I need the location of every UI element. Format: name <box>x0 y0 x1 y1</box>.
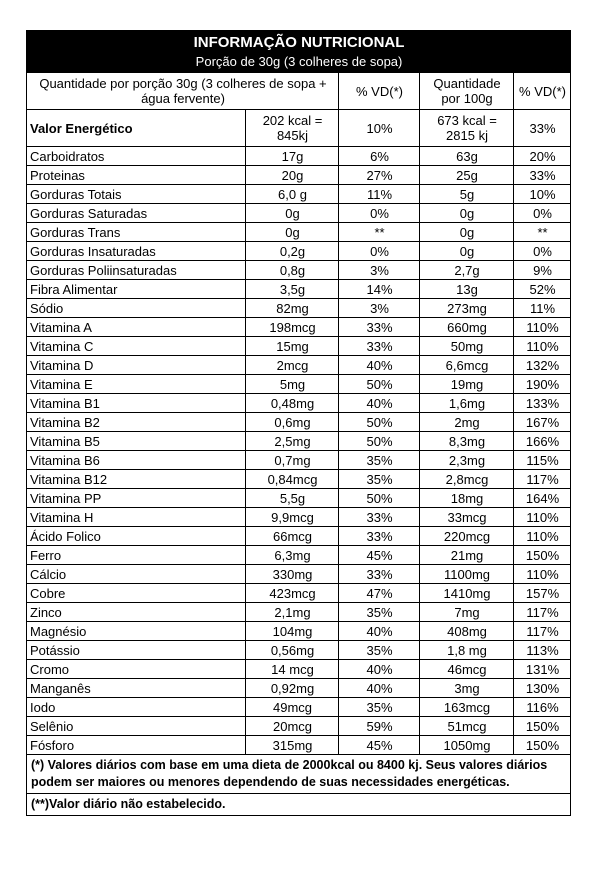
table-row <box>27 717 571 736</box>
nutrient-per-100g: 33mcg <box>420 508 514 527</box>
table-row <box>27 299 571 318</box>
nutrient-name: Vitamina D <box>27 356 246 375</box>
table-row <box>27 204 571 223</box>
table-row <box>27 679 571 698</box>
nutrient-name: Gorduras Poliinsaturadas <box>27 261 246 280</box>
table-row <box>27 489 571 508</box>
column-header-vd-portion: % VD(*) <box>339 73 420 110</box>
nutrient-portion: 0,7mg <box>246 451 339 470</box>
table-row <box>27 432 571 451</box>
nutrient-name: Vitamina E <box>27 375 246 394</box>
nutrient-portion: 3,5g <box>246 280 339 299</box>
nutrient-name: Potássio <box>27 641 246 660</box>
nutrient-name: Vitamina B1 <box>27 394 246 413</box>
nutrient-vd-portion: 35% <box>339 451 420 470</box>
nutrient-portion: 2,1mg <box>246 603 339 622</box>
nutrient-portion: 14 mcg <box>246 660 339 679</box>
nutrient-vd-portion: 45% <box>339 546 420 565</box>
nutrition-table <box>26 30 571 816</box>
nutrient-vd-100g: 150% <box>514 736 571 755</box>
nutrient-per-100g: 1,6mg <box>420 394 514 413</box>
nutrient-name: Carboidratos <box>27 147 246 166</box>
table-row <box>27 660 571 679</box>
nutrient-name: Iodo <box>27 698 246 717</box>
nutrient-portion: 0,56mg <box>246 641 339 660</box>
nutrient-per-100g: 273mg <box>420 299 514 318</box>
footnote-daily-values: (*) Valores diários com base em uma dieta de 2000kcal ou 8400 kj. Seus valores diários podem ser maiores ou menores dependendo de suas necessidades energéticas. <box>27 755 571 794</box>
nutrient-name: Zinco <box>27 603 246 622</box>
nutrient-portion: 330mg <box>246 565 339 584</box>
nutrient-vd-100g: 110% <box>514 565 571 584</box>
nutrient-vd-100g: 115% <box>514 451 571 470</box>
nutrient-vd-portion: 40% <box>339 679 420 698</box>
nutrient-portion: 20mcg <box>246 717 339 736</box>
nutrient-portion: 0g <box>246 223 339 242</box>
table-row <box>27 565 571 584</box>
nutrient-portion: 9,9mcg <box>246 508 339 527</box>
nutrient-vd-100g: 33% <box>514 166 571 185</box>
nutrient-vd-portion: 0% <box>339 242 420 261</box>
table-row <box>27 223 571 242</box>
nutrient-vd-100g: 167% <box>514 413 571 432</box>
nutrient-per-100g: 7mg <box>420 603 514 622</box>
nutrient-portion: 49mcg <box>246 698 339 717</box>
table-row <box>27 356 571 375</box>
nutrient-name: Magnésio <box>27 622 246 641</box>
nutrient-portion: 66mcg <box>246 527 339 546</box>
nutrient-portion: 0,92mg <box>246 679 339 698</box>
nutrient-name: Ácido Folico <box>27 527 246 546</box>
nutrient-name: Cálcio <box>27 565 246 584</box>
nutrient-per-100g: 5g <box>420 185 514 204</box>
table-row <box>27 280 571 299</box>
nutrient-per-100g: 21mg <box>420 546 514 565</box>
nutrient-vd-100g: 150% <box>514 546 571 565</box>
nutrient-per-100g: 2mg <box>420 413 514 432</box>
nutrient-name: Vitamina A <box>27 318 246 337</box>
nutrient-vd-100g: 110% <box>514 527 571 546</box>
nutrient-name: Gorduras Saturadas <box>27 204 246 223</box>
nutrient-vd-portion: 35% <box>339 641 420 660</box>
nutrient-vd-portion: 47% <box>339 584 420 603</box>
nutrient-portion: 0,84mcg <box>246 470 339 489</box>
nutrient-vd-portion: 33% <box>339 527 420 546</box>
nutrient-per-100g: 2,3mg <box>420 451 514 470</box>
energy-vd-portion: 10% <box>339 110 420 147</box>
nutrient-portion: 0g <box>246 204 339 223</box>
nutrient-name: Cobre <box>27 584 246 603</box>
nutrient-vd-100g: 20% <box>514 147 571 166</box>
nutrient-vd-portion: 40% <box>339 622 420 641</box>
nutrient-name: Ferro <box>27 546 246 565</box>
nutrient-portion: 6,3mg <box>246 546 339 565</box>
nutrient-per-100g: 0g <box>420 242 514 261</box>
nutrient-vd-100g: 0% <box>514 242 571 261</box>
nutrient-name: Sódio <box>27 299 246 318</box>
nutrient-vd-portion: 35% <box>339 470 420 489</box>
nutrient-per-100g: 2,8mcg <box>420 470 514 489</box>
nutrient-vd-portion: 40% <box>339 356 420 375</box>
nutrient-vd-100g: 133% <box>514 394 571 413</box>
table-title: INFORMAÇÃO NUTRICIONAL <box>27 31 571 54</box>
nutrient-vd-100g: 131% <box>514 660 571 679</box>
nutrient-vd-portion: 50% <box>339 413 420 432</box>
nutrient-per-100g: 18mg <box>420 489 514 508</box>
nutrient-per-100g: 1,8 mg <box>420 641 514 660</box>
nutrient-vd-portion: 59% <box>339 717 420 736</box>
nutrient-portion: 20g <box>246 166 339 185</box>
energy-portion: 202 kcal = 845kj <box>246 110 339 147</box>
nutrient-vd-100g: 110% <box>514 318 571 337</box>
table-row <box>27 413 571 432</box>
table-row <box>27 603 571 622</box>
nutrient-name: Gorduras Insaturadas <box>27 242 246 261</box>
nutrient-per-100g: 1050mg <box>420 736 514 755</box>
nutrient-vd-100g: 10% <box>514 185 571 204</box>
nutrient-per-100g: 50mg <box>420 337 514 356</box>
nutrient-vd-100g: 117% <box>514 603 571 622</box>
table-row <box>27 546 571 565</box>
nutrient-portion: 104mg <box>246 622 339 641</box>
nutrient-name: Vitamina B2 <box>27 413 246 432</box>
nutrient-portion: 0,2g <box>246 242 339 261</box>
nutrient-name: Vitamina H <box>27 508 246 527</box>
nutrient-per-100g: 2,7g <box>420 261 514 280</box>
nutrient-vd-100g: 190% <box>514 375 571 394</box>
nutrient-per-100g: 408mg <box>420 622 514 641</box>
column-header-vd-100g: % VD(*) <box>514 73 571 110</box>
nutrient-vd-portion: 3% <box>339 299 420 318</box>
table-row <box>27 451 571 470</box>
nutrient-vd-portion: 0% <box>339 204 420 223</box>
energy-vd-100g: 33% <box>514 110 571 147</box>
table-row <box>27 508 571 527</box>
nutrient-name: Selênio <box>27 717 246 736</box>
nutrient-vd-100g: 110% <box>514 508 571 527</box>
nutrient-vd-portion: 3% <box>339 261 420 280</box>
nutrient-vd-portion: 33% <box>339 508 420 527</box>
column-header-per-100g: Quantidade por 100g <box>420 73 514 110</box>
nutrient-vd-portion: 40% <box>339 660 420 679</box>
table-row <box>27 261 571 280</box>
nutrient-name: Gorduras Trans <box>27 223 246 242</box>
nutrient-vd-portion: 11% <box>339 185 420 204</box>
nutrient-per-100g: 220mcg <box>420 527 514 546</box>
nutrient-portion: 423mcg <box>246 584 339 603</box>
nutrient-name: Proteinas <box>27 166 246 185</box>
nutrient-vd-100g: 130% <box>514 679 571 698</box>
nutrient-portion: 0,48mg <box>246 394 339 413</box>
nutrient-per-100g: 6,6mcg <box>420 356 514 375</box>
footnote-not-established: (**)Valor diário não estabelecido. <box>27 794 571 816</box>
nutrient-vd-portion: 50% <box>339 489 420 508</box>
nutrient-per-100g: 25g <box>420 166 514 185</box>
table-row <box>27 242 571 261</box>
nutrient-vd-portion: 6% <box>339 147 420 166</box>
nutrient-vd-portion: 33% <box>339 337 420 356</box>
nutrient-per-100g: 0g <box>420 204 514 223</box>
nutrient-name: Fibra Alimentar <box>27 280 246 299</box>
nutrient-vd-100g: 11% <box>514 299 571 318</box>
nutrient-vd-portion: 50% <box>339 432 420 451</box>
nutrient-vd-portion: 50% <box>339 375 420 394</box>
nutrient-vd-100g: 117% <box>514 622 571 641</box>
table-row <box>27 527 571 546</box>
nutrient-portion: 2mcg <box>246 356 339 375</box>
table-row <box>27 337 571 356</box>
table-row <box>27 166 571 185</box>
nutrient-vd-portion: 35% <box>339 698 420 717</box>
energy-per-100g: 673 kcal = 2815 kj <box>420 110 514 147</box>
nutrient-per-100g: 660mg <box>420 318 514 337</box>
nutrient-per-100g: 63g <box>420 147 514 166</box>
nutrient-vd-100g: ** <box>514 223 571 242</box>
nutrient-per-100g: 1100mg <box>420 565 514 584</box>
nutrient-vd-portion: 33% <box>339 318 420 337</box>
nutrient-vd-100g: 0% <box>514 204 571 223</box>
nutrient-vd-portion: 33% <box>339 565 420 584</box>
nutrient-portion: 0,6mg <box>246 413 339 432</box>
energy-label: Valor Energético <box>27 110 246 147</box>
nutrient-per-100g: 0g <box>420 223 514 242</box>
table-row <box>27 470 571 489</box>
table-row <box>27 736 571 755</box>
nutrient-name: Manganês <box>27 679 246 698</box>
nutrient-name: Cromo <box>27 660 246 679</box>
nutrient-vd-100g: 117% <box>514 470 571 489</box>
nutrient-portion: 2,5mg <box>246 432 339 451</box>
nutrient-portion: 17g <box>246 147 339 166</box>
table-subtitle: Porção de 30g (3 colheres de sopa) <box>27 53 571 73</box>
nutrient-portion: 6,0 g <box>246 185 339 204</box>
nutrient-vd-100g: 166% <box>514 432 571 451</box>
table-row <box>27 698 571 717</box>
nutrient-vd-100g: 157% <box>514 584 571 603</box>
table-row <box>27 185 571 204</box>
nutrient-portion: 198mcg <box>246 318 339 337</box>
nutrient-portion: 315mg <box>246 736 339 755</box>
energy-row <box>27 110 571 147</box>
table-row <box>27 375 571 394</box>
nutrient-per-100g: 8,3mg <box>420 432 514 451</box>
nutrient-vd-100g: 9% <box>514 261 571 280</box>
nutrient-name: Vitamina B6 <box>27 451 246 470</box>
nutrient-per-100g: 51mcg <box>420 717 514 736</box>
nutrient-portion: 5mg <box>246 375 339 394</box>
nutrient-vd-portion: 27% <box>339 166 420 185</box>
nutrient-portion: 82mg <box>246 299 339 318</box>
nutrient-vd-portion: ** <box>339 223 420 242</box>
nutrient-vd-100g: 116% <box>514 698 571 717</box>
nutrient-vd-100g: 110% <box>514 337 571 356</box>
table-row <box>27 584 571 603</box>
nutrient-per-100g: 19mg <box>420 375 514 394</box>
nutrient-vd-100g: 150% <box>514 717 571 736</box>
nutrient-vd-portion: 14% <box>339 280 420 299</box>
nutrient-vd-100g: 132% <box>514 356 571 375</box>
nutrient-portion: 5,5g <box>246 489 339 508</box>
nutrient-name: Vitamina C <box>27 337 246 356</box>
nutrient-vd-portion: 35% <box>339 603 420 622</box>
nutrient-portion: 15mg <box>246 337 339 356</box>
nutrient-vd-100g: 113% <box>514 641 571 660</box>
table-row <box>27 622 571 641</box>
nutrient-vd-portion: 40% <box>339 394 420 413</box>
nutrient-vd-100g: 52% <box>514 280 571 299</box>
nutrient-per-100g: 163mcg <box>420 698 514 717</box>
table-row <box>27 147 571 166</box>
nutrient-name: Vitamina PP <box>27 489 246 508</box>
nutrition-facts-panel <box>26 30 570 816</box>
nutrient-per-100g: 13g <box>420 280 514 299</box>
nutrient-vd-100g: 164% <box>514 489 571 508</box>
nutrient-per-100g: 3mg <box>420 679 514 698</box>
nutrient-name: Vitamina B12 <box>27 470 246 489</box>
table-row <box>27 641 571 660</box>
table-row <box>27 394 571 413</box>
nutrient-name: Fósforo <box>27 736 246 755</box>
nutrient-per-100g: 1410mg <box>420 584 514 603</box>
table-row <box>27 318 571 337</box>
nutrient-name: Vitamina B5 <box>27 432 246 451</box>
nutrient-vd-portion: 45% <box>339 736 420 755</box>
nutrient-portion: 0,8g <box>246 261 339 280</box>
nutrient-per-100g: 46mcg <box>420 660 514 679</box>
nutrient-name: Gorduras Totais <box>27 185 246 204</box>
column-header-portion: Quantidade por porção 30g (3 colheres de sopa + água fervente) <box>27 73 339 110</box>
